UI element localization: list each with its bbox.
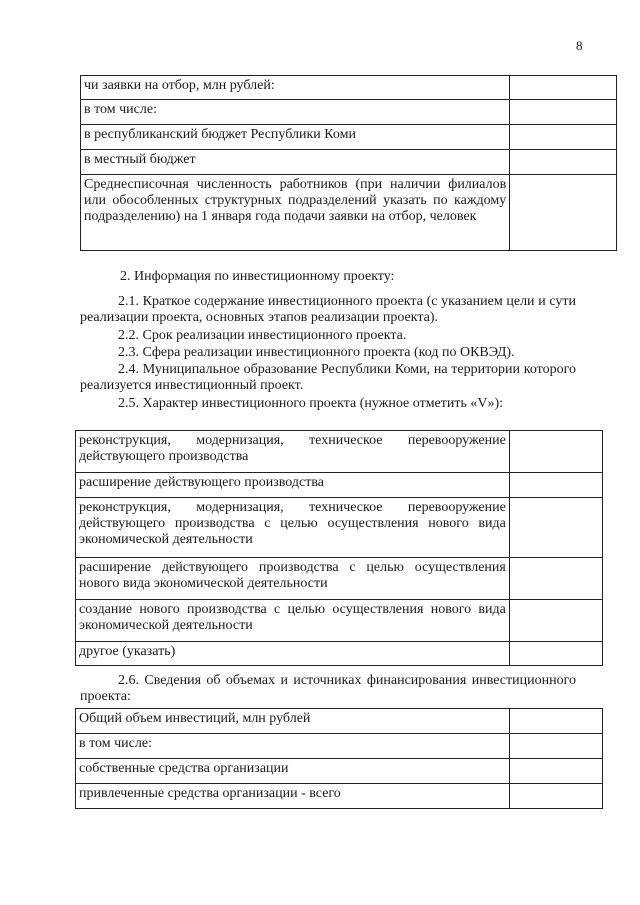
paragraph-2-3: 2.3. Сфера реализации инвестиционного проекта (код по ОКВЭД).: [118, 345, 515, 360]
project-type-table: [75, 430, 603, 666]
paragraph-2-5: 2.5. Характер инвестиционного проекта (нужное отметить «V»):: [118, 396, 504, 411]
paragraph-2-6: 2.6. Сведения об объемах и источниках финансирования инвестиционного проекта:: [80, 673, 576, 704]
table-cell: в том числе:: [81, 100, 510, 125]
page-number: 8: [576, 38, 583, 53]
checkbox-cell[interactable]: [509, 642, 602, 666]
value-cell[interactable]: [509, 734, 602, 759]
table-row: [81, 76, 617, 100]
value-cell[interactable]: [510, 76, 617, 100]
checkbox-cell[interactable]: [509, 431, 602, 473]
table-cell: Общий объем инвестиций, млн рублей: [76, 709, 510, 734]
table-row: [81, 175, 617, 251]
table-cell: чи заявки на отбор, млн рублей:: [81, 76, 510, 100]
table-cell: расширение действующего производства: [76, 473, 510, 498]
table-row: [76, 642, 603, 666]
checkbox-cell[interactable]: [509, 498, 602, 558]
table-cell: создание нового производства с целью осуществления нового вида экономической деятельности: [76, 600, 510, 642]
table-row: [76, 431, 603, 473]
table-row: [76, 498, 603, 558]
table-row: [81, 125, 617, 150]
table-cell: в республиканский бюджет Республики Коми: [81, 125, 510, 150]
table-row: [76, 784, 603, 809]
value-cell[interactable]: [509, 759, 602, 784]
value-cell[interactable]: [510, 150, 617, 175]
table-row: [76, 709, 603, 734]
table-row: [76, 759, 603, 784]
table-row: [76, 600, 603, 642]
table-cell: Среднесписочная численность работников (при наличии филиалов или обособленных структурных подразделений указать по каждому подразделению) на 1 января года подачи заявки на отбор, человек: [81, 175, 510, 251]
table-row: [76, 558, 603, 600]
value-cell[interactable]: [509, 784, 602, 809]
paragraph-2-4: 2.4. Муниципальное образование Республики Коми, на территории которого реализуется инвестиционный проект.: [80, 362, 576, 393]
value-cell[interactable]: [509, 709, 602, 734]
paragraph-2-2: 2.2. Срок реализации инвестиционного проекта.: [118, 328, 407, 343]
investment-sources-table: [75, 708, 603, 809]
checkbox-cell[interactable]: [509, 600, 602, 642]
section-heading: 2. Информация по инвестиционному проекту:: [120, 269, 395, 284]
paragraph-2-1: 2.1. Краткое содержание инвестиционного проекта (с указанием цели и сути реализации проекта, основных этапов реализации проекта).: [80, 294, 576, 325]
table-row: [81, 100, 617, 125]
table-cell: реконструкция, модернизация, техническое перевооружение действующего производства с целью осуществления нового вида экономической деятельности: [76, 498, 510, 558]
table-cell: в том числе:: [76, 734, 510, 759]
checkbox-cell[interactable]: [509, 473, 602, 498]
table-cell: другое (указать): [76, 642, 510, 666]
value-cell[interactable]: [510, 100, 617, 125]
table-row: [76, 473, 603, 498]
value-cell[interactable]: [510, 125, 617, 150]
table-cell: привлеченные средства организации - всего: [76, 784, 510, 809]
table-cell: реконструкция, модернизация, техническое перевооружение действующего производства: [76, 431, 510, 473]
table-row: [81, 150, 617, 175]
value-cell[interactable]: [510, 175, 617, 251]
funding-table-top: [80, 75, 617, 251]
table-cell: собственные средства организации: [76, 759, 510, 784]
table-cell: в местный бюджет: [81, 150, 510, 175]
table-cell: расширение действующего производства с целью осуществления нового вида экономической деятельности: [76, 558, 510, 600]
table-row: [76, 734, 603, 759]
checkbox-cell[interactable]: [509, 558, 602, 600]
